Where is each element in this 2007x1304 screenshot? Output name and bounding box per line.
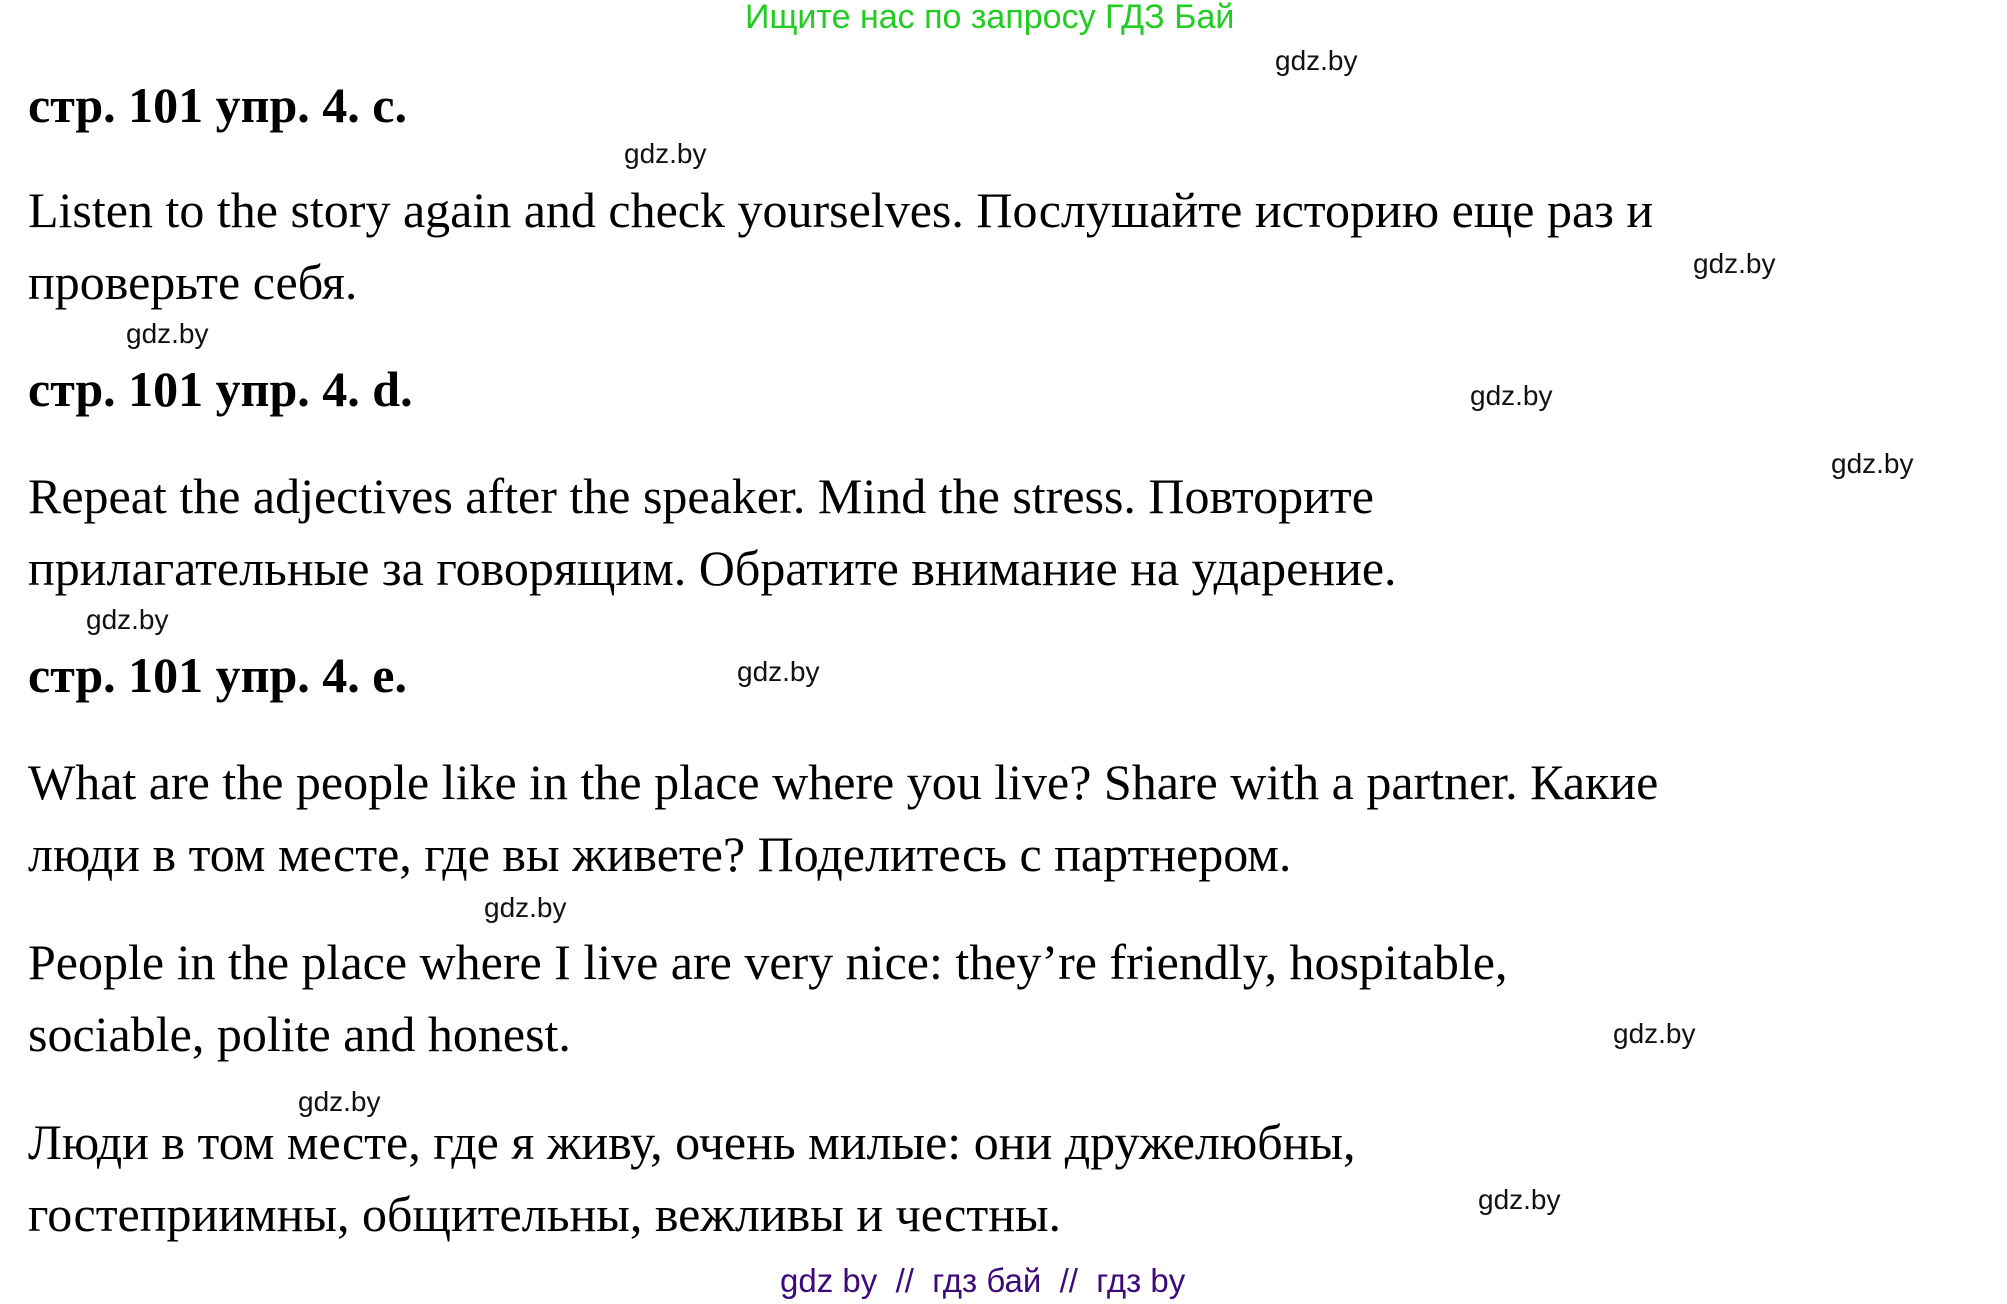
answer-ru-line2: гостеприимны, общительны, вежливы и честны. xyxy=(28,1186,1062,1242)
watermark: gdz.by xyxy=(1613,1018,1696,1049)
promo-banner[interactable]: Ищите нас по запросу ГДЗ Бай xyxy=(745,0,1235,36)
watermark: gdz.by xyxy=(484,892,567,923)
answer-en-line2: sociable, polite and honest. xyxy=(28,1006,571,1062)
watermark: gdz.by xyxy=(1275,45,1358,76)
watermark: gdz.by xyxy=(1478,1184,1561,1215)
task-text-d-line2: прилагательные за говорящим. Обратите внимание на ударение. xyxy=(28,540,1397,596)
section-heading-e: стр. 101 упр. 4. e. xyxy=(28,647,407,703)
answer-ru-line1: Люди в том месте, где я живу, очень милые: они дружелюбны, xyxy=(28,1114,1356,1170)
watermark: gdz.by xyxy=(737,656,820,687)
watermark: gdz.by xyxy=(86,604,169,635)
section-heading-c: стр. 101 упр. 4. c. xyxy=(28,77,407,133)
answer-en-line1: People in the place where I live are very nice: they’re friendly, hospitable, xyxy=(28,934,1508,990)
watermark: gdz.by xyxy=(126,318,209,349)
task-text-c-line1: Listen to the story again and check yourselves. Послушайте историю еще раз и xyxy=(28,182,1654,238)
watermark: gdz.by xyxy=(624,138,707,169)
watermark: gdz.by xyxy=(1831,448,1914,479)
task-text-d-line1: Repeat the adjectives after the speaker. Mind the stress. Повторите xyxy=(28,468,1374,524)
task-text-c-line2: проверьте себя. xyxy=(28,254,358,310)
watermark: gdz.by xyxy=(1693,248,1776,279)
section-heading-d: стр. 101 упр. 4. d. xyxy=(28,361,413,417)
watermark: gdz.by xyxy=(1470,380,1553,411)
task-text-e-line2: люди в том месте, где вы живете? Поделитесь с партнером. xyxy=(28,826,1292,882)
footer-links[interactable]: gdz by // гдз бай // гдз by xyxy=(780,1262,1186,1299)
watermark: gdz.by xyxy=(298,1086,381,1117)
task-text-e-line1: What are the people like in the place where you live? Share with a partner. Какие xyxy=(28,754,1659,810)
